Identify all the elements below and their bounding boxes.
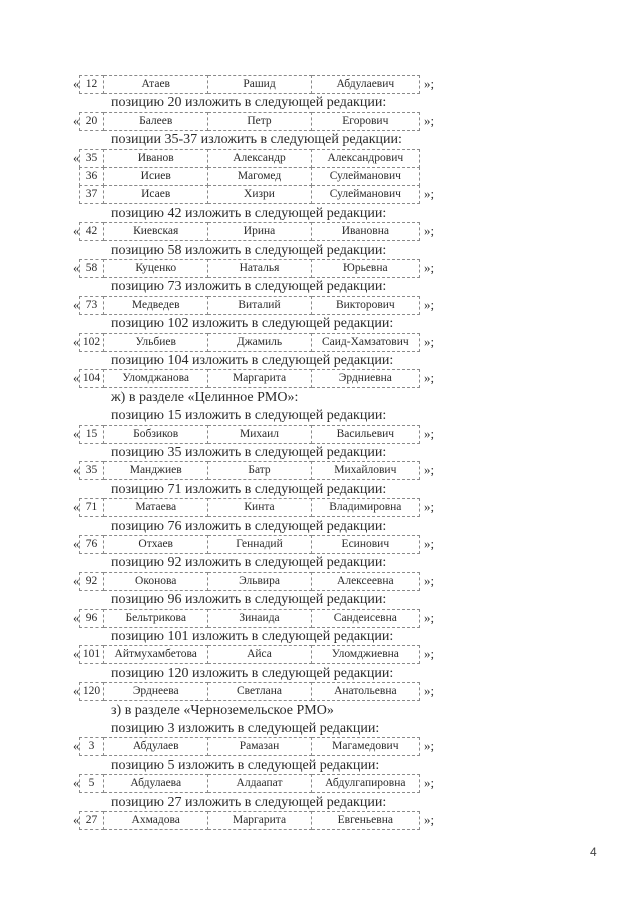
opening-quote: «	[73, 149, 80, 165]
patronymic-cell: Абдулаевич	[311, 76, 419, 94]
person-table	[79, 112, 420, 131]
first-name-cell: Рамазан	[208, 738, 311, 756]
amendment-text: позицию 71 изложить в следующей редакции:	[111, 481, 387, 497]
last-name-cell: Эрднеева	[104, 683, 208, 701]
amendment-text: позицию 5 изложить в следующей редакции:	[111, 757, 380, 773]
position-number-cell: 35	[80, 149, 104, 167]
closing-quote: »;	[424, 296, 435, 312]
amendment-phrase	[0, 241, 640, 260]
amendment-phrase	[0, 277, 640, 296]
closing-quote: »;	[424, 333, 435, 349]
closing-quote: »;	[424, 223, 435, 239]
opening-quote: «	[73, 683, 80, 699]
patronymic-cell: Анатольевна	[311, 683, 419, 701]
amendment-phrase	[0, 480, 640, 499]
first-name-cell: Рашид	[208, 76, 311, 94]
amendment-phrase	[0, 204, 640, 223]
patronymic-cell: Сулейманович	[311, 168, 419, 186]
person-table	[79, 609, 420, 628]
amendment-text: позицию 104 изложить в следующей редакции:	[111, 353, 394, 368]
position-number-cell: 96	[80, 609, 104, 627]
amendment-phrase	[0, 406, 640, 425]
section-heading-text: ж) в разделе «Целинное РМО»:	[111, 389, 299, 405]
closing-quote: »;	[424, 646, 435, 662]
opening-quote: «	[73, 609, 80, 625]
amendment-text: позиции 35-37 изложить в следующей редакции:	[111, 132, 402, 148]
person-table	[79, 645, 420, 664]
amendment-phrase	[0, 93, 640, 112]
last-name-cell: Атаев	[104, 76, 208, 94]
table-row	[0, 296, 640, 315]
person-table	[79, 149, 420, 168]
amendment-phrase	[0, 664, 640, 683]
table-row	[0, 167, 640, 186]
closing-quote: »;	[424, 683, 435, 699]
table-row	[0, 572, 640, 591]
table-row	[0, 75, 640, 94]
opening-quote: «	[73, 462, 80, 478]
table-row	[0, 333, 640, 352]
last-name-cell: Ахмадова	[104, 812, 208, 830]
patronymic-cell: Магамедович	[311, 738, 419, 756]
position-number-cell: 12	[80, 76, 104, 94]
opening-quote: «	[73, 775, 80, 791]
opening-quote: «	[73, 572, 80, 588]
section-heading	[0, 388, 640, 407]
table-row	[0, 774, 640, 793]
closing-quote: »;	[424, 370, 435, 386]
amendment-text: позицию 102 изложить в следующей редакции:	[111, 316, 394, 332]
section-heading-text: з) в разделе «Черноземельское РМО»	[111, 702, 334, 718]
position-number-cell: 36	[80, 168, 104, 186]
patronymic-cell: Ивановна	[311, 223, 419, 241]
table-row	[0, 112, 640, 131]
opening-quote: «	[73, 738, 80, 754]
first-name-cell: Хизри	[208, 186, 311, 204]
patronymic-cell: Владимировна	[311, 499, 419, 517]
closing-quote: »;	[424, 425, 435, 441]
table-row	[0, 222, 640, 241]
opening-quote: «	[73, 812, 80, 827]
opening-quote: «	[73, 223, 80, 239]
amendment-text: позицию 3 изложить в следующей редакции:	[111, 721, 380, 736]
table-row	[0, 259, 640, 278]
closing-quote: »;	[424, 775, 435, 791]
table-row	[0, 149, 640, 168]
table-row	[0, 185, 640, 204]
first-name-cell: Ирина	[208, 223, 311, 241]
amendment-phrase	[0, 314, 640, 333]
person-table	[79, 333, 420, 352]
last-name-cell: Матаева	[104, 499, 208, 517]
position-number-cell: 20	[80, 112, 104, 130]
amendment-text: позицию 20 изложить в следующей редакции:	[111, 95, 387, 111]
first-name-cell: Батр	[208, 462, 311, 480]
closing-quote: »;	[424, 609, 435, 625]
last-name-cell: Абдулаева	[104, 775, 208, 793]
last-name-cell: Исаев	[104, 186, 208, 204]
last-name-cell: Оконова	[104, 572, 208, 590]
amendment-text: позицию 101 изложить в следующей редакции:	[111, 629, 394, 644]
closing-quote: »;	[424, 112, 435, 128]
amendment-phrase	[0, 719, 640, 738]
person-table	[79, 535, 420, 554]
person-table	[79, 167, 420, 186]
last-name-cell: Абдулаев	[104, 738, 208, 756]
person-table	[79, 369, 420, 388]
person-table	[79, 461, 420, 480]
opening-quote: «	[73, 425, 80, 441]
amendment-text: позицию 120 изложить в следующей редакции:	[111, 665, 394, 681]
closing-quote: »;	[424, 572, 435, 588]
position-number-cell: 102	[80, 333, 104, 351]
opening-quote: «	[73, 499, 80, 515]
position-number-cell: 58	[80, 260, 104, 278]
table-row	[0, 369, 640, 388]
first-name-cell: Джамиль	[208, 333, 311, 351]
position-number-cell: 92	[80, 572, 104, 590]
patronymic-cell: Алексеевна	[311, 572, 419, 590]
patronymic-cell: Васильевич	[311, 425, 419, 443]
closing-quote: »;	[424, 536, 435, 551]
position-number-cell: 35	[80, 462, 104, 480]
amendment-phrase	[0, 627, 640, 646]
person-table	[79, 259, 420, 278]
closing-quote: »;	[424, 260, 435, 275]
first-name-cell: Зинаида	[208, 609, 311, 627]
position-number-cell: 71	[80, 499, 104, 517]
amendment-text: позицию 92 изложить в следующей редакции:	[111, 555, 387, 571]
first-name-cell: Александр	[208, 149, 311, 167]
person-table	[79, 774, 420, 793]
last-name-cell: Бельтрикова	[104, 609, 208, 627]
table-row	[0, 645, 640, 664]
amendment-phrase	[0, 443, 640, 462]
table-row	[0, 682, 640, 701]
first-name-cell: Наталья	[208, 260, 311, 278]
first-name-cell: Виталий	[208, 296, 311, 314]
position-number-cell: 42	[80, 223, 104, 241]
first-name-cell: Айса	[208, 646, 311, 664]
amendment-text: позицию 76 изложить в следующей редакции:	[111, 518, 387, 534]
first-name-cell: Маргарита	[208, 812, 311, 830]
last-name-cell: Уломджанова	[104, 370, 208, 388]
person-table	[79, 682, 420, 701]
last-name-cell: Отхаев	[104, 536, 208, 554]
person-table	[79, 737, 420, 756]
amendment-text: позицию 58 изложить в следующей редакции:	[111, 242, 387, 258]
amendment-phrase	[0, 351, 640, 370]
table-row	[0, 609, 640, 628]
first-name-cell: Кинта	[208, 499, 311, 517]
last-name-cell: Киевская	[104, 223, 208, 241]
patronymic-cell: Саид-Хамзатович	[311, 333, 419, 351]
table-row	[0, 535, 640, 554]
person-table	[79, 811, 420, 830]
closing-quote: »;	[424, 812, 435, 827]
amendment-text: позицию 27 изложить в следующей редакции:	[111, 794, 387, 810]
last-name-cell: Бобзиков	[104, 425, 208, 443]
closing-quote: »;	[424, 499, 435, 515]
table-row	[0, 425, 640, 444]
position-number-cell: 27	[80, 812, 104, 830]
person-table	[79, 185, 420, 204]
patronymic-cell: Михайлович	[311, 462, 419, 480]
position-number-cell: 76	[80, 536, 104, 554]
position-number-cell: 3	[80, 738, 104, 756]
patronymic-cell: Абдулгапировна	[311, 775, 419, 793]
table-row	[0, 498, 640, 517]
opening-quote: «	[73, 646, 80, 662]
amendment-text: позицию 42 изложить в следующей редакции:	[111, 205, 387, 221]
patronymic-cell: Уломджиевна	[311, 646, 419, 664]
last-name-cell: Айтмухамбетова	[104, 646, 208, 664]
position-number-cell: 15	[80, 425, 104, 443]
position-number-cell: 37	[80, 186, 104, 204]
patronymic-cell: Егорович	[311, 112, 419, 130]
opening-quote: «	[73, 260, 80, 275]
amendment-phrase	[0, 130, 640, 149]
closing-quote: »;	[424, 186, 435, 202]
person-table	[79, 572, 420, 591]
person-table	[79, 222, 420, 241]
position-number-cell: 5	[80, 775, 104, 793]
last-name-cell: Иванов	[104, 149, 208, 167]
amendment-text: позицию 15 изложить в следующей редакции:	[111, 408, 387, 424]
first-name-cell: Маргарита	[208, 370, 311, 388]
amendment-phrase	[0, 793, 640, 812]
last-name-cell: Манджиев	[104, 462, 208, 480]
last-name-cell: Медведев	[104, 296, 208, 314]
last-name-cell: Куценко	[104, 260, 208, 278]
opening-quote: «	[73, 76, 80, 91]
first-name-cell: Геннадий	[208, 536, 311, 554]
position-number-cell: 101	[80, 646, 104, 664]
table-row	[0, 461, 640, 480]
person-table	[79, 296, 420, 315]
last-name-cell: Исиев	[104, 168, 208, 186]
amendment-text: позицию 35 изложить в следующей редакции:	[111, 445, 387, 460]
patronymic-cell: Александрович	[311, 149, 419, 167]
closing-quote: »;	[424, 76, 435, 91]
first-name-cell: Алдаапат	[208, 775, 311, 793]
amendment-phrase	[0, 553, 640, 572]
patronymic-cell: Эрдниевна	[311, 370, 419, 388]
first-name-cell: Магомед	[208, 168, 311, 186]
last-name-cell: Ульбиев	[104, 333, 208, 351]
amendment-text: позицию 73 изложить в следующей редакции:	[111, 279, 387, 295]
opening-quote: «	[73, 536, 80, 551]
first-name-cell: Петр	[208, 112, 311, 130]
section-heading	[0, 701, 640, 720]
first-name-cell: Михаил	[208, 425, 311, 443]
opening-quote: «	[73, 296, 80, 312]
amendment-text: позицию 96 изложить в следующей редакции:	[111, 592, 387, 608]
first-name-cell: Светлана	[208, 683, 311, 701]
position-number-cell: 120	[80, 683, 104, 701]
position-number-cell: 104	[80, 370, 104, 388]
person-table	[79, 498, 420, 517]
closing-quote: »;	[424, 738, 435, 754]
page-number: 4	[590, 845, 597, 859]
first-name-cell: Эльвира	[208, 572, 311, 590]
opening-quote: «	[73, 112, 80, 128]
opening-quote: «	[73, 370, 80, 386]
amendment-phrase	[0, 517, 640, 536]
patronymic-cell: Викторович	[311, 296, 419, 314]
patronymic-cell: Сандеисевна	[311, 609, 419, 627]
patronymic-cell: Есинович	[311, 536, 419, 554]
patronymic-cell: Сулейманович	[311, 186, 419, 204]
person-table	[79, 75, 420, 94]
patronymic-cell: Юрьевна	[311, 260, 419, 278]
person-table	[79, 425, 420, 444]
last-name-cell: Балеев	[104, 112, 208, 130]
position-number-cell: 73	[80, 296, 104, 314]
table-row	[0, 811, 640, 830]
closing-quote: »;	[424, 462, 435, 478]
patronymic-cell: Евгеньевна	[311, 812, 419, 830]
opening-quote: «	[73, 333, 80, 349]
amendment-phrase	[0, 756, 640, 775]
amendment-phrase	[0, 590, 640, 609]
table-row	[0, 737, 640, 756]
